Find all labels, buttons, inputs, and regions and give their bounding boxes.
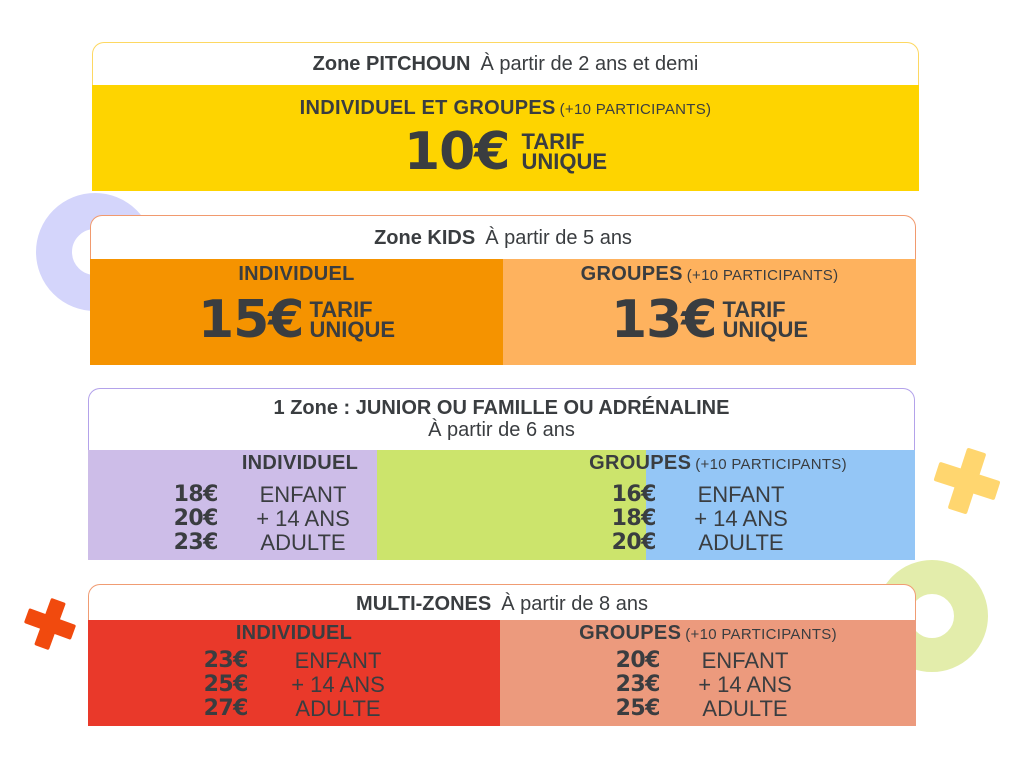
- age-label: ENFANT: [294, 648, 382, 673]
- pricing-title: INDIVIDUEL: [238, 263, 355, 285]
- kids-card: [90, 215, 916, 365]
- junior-card: [88, 388, 915, 560]
- price: 23€: [203, 648, 248, 673]
- pricing-title: INDIVIDUEL ET GROUPES: [299, 97, 556, 119]
- tarif-unique-label: TARIF UNIQUE: [722, 297, 809, 342]
- participants-note: (+10 PARTICIPANTS): [685, 626, 837, 643]
- pricing-title: INDIVIDUEL: [241, 452, 359, 474]
- price: 23€: [173, 530, 218, 555]
- junior-individuel: [88, 452, 508, 555]
- red-plus-icon: [18, 592, 82, 656]
- age-label: ADULTE: [702, 696, 788, 721]
- age-requirement: À partir de 8 ans: [501, 593, 648, 615]
- price: 27€: [203, 696, 248, 721]
- pitchoun-card: [92, 42, 919, 191]
- age-requirement: À partir de 6 ans: [428, 419, 575, 441]
- age-label: ADULTE: [260, 530, 346, 555]
- zone-name: Zone KIDS: [374, 227, 476, 249]
- multi-groupes: [500, 620, 916, 726]
- price: 15€: [197, 290, 304, 350]
- price: 20€: [611, 530, 656, 555]
- pricing-title: INDIVIDUEL: [235, 622, 353, 644]
- age-label: ADULTE: [295, 696, 381, 721]
- kids-groupes: [503, 259, 916, 365]
- pricing-title: GROUPES: [579, 622, 682, 644]
- kids-header: [90, 215, 916, 259]
- age-label: ENFANT: [259, 482, 347, 507]
- age-label: ENFANT: [701, 648, 789, 673]
- price: 13€: [610, 290, 717, 350]
- price: 10€: [403, 122, 510, 182]
- participants-note: (+10 PARTICIPANTS): [686, 267, 839, 284]
- zone-name: MULTI-ZONES: [356, 593, 492, 615]
- price: 25€: [203, 672, 248, 697]
- age-label: + 14 ANS: [698, 672, 792, 697]
- price: 20€: [615, 648, 660, 673]
- tarif-unique-label: TARIF UNIQUE: [521, 129, 608, 174]
- pricing-title: GROUPES: [580, 263, 683, 285]
- price: 20€: [173, 506, 218, 531]
- price: 18€: [611, 506, 656, 531]
- multi-zones-card: [88, 584, 916, 726]
- pricing-title: GROUPES: [589, 452, 692, 474]
- pitchoun-header: [92, 42, 919, 85]
- participants-note: (+10 PARTICIPANTS): [695, 456, 847, 473]
- price: 18€: [173, 482, 218, 507]
- age-label: ENFANT: [697, 482, 785, 507]
- yellow-plus-icon: [927, 441, 1008, 522]
- age-requirement: À partir de 2 ans et demi: [480, 53, 699, 75]
- age-requirement: À partir de 5 ans: [485, 227, 632, 249]
- pitchoun-pricing: [92, 85, 919, 191]
- zone-name: 1 Zone : JUNIOR OU FAMILLE OU ADRÉNALINE: [273, 397, 730, 419]
- junior-groupes: [501, 452, 915, 555]
- junior-header: [88, 388, 915, 450]
- tarif-unique-label: TARIF UNIQUE: [309, 297, 396, 342]
- age-label: + 14 ANS: [694, 506, 788, 531]
- age-label: + 14 ANS: [291, 672, 385, 697]
- participants-note: (+10 PARTICIPANTS): [559, 101, 712, 118]
- age-label: + 14 ANS: [256, 506, 350, 531]
- price: 16€: [611, 482, 656, 507]
- kids-individuel: [90, 259, 503, 365]
- age-label: ADULTE: [698, 530, 784, 555]
- multi-zones-header: [88, 584, 916, 620]
- junior-pricing: [88, 450, 915, 560]
- zone-name: Zone PITCHOUN: [312, 53, 471, 75]
- multi-individuel: [88, 620, 500, 726]
- price: 25€: [615, 696, 660, 721]
- price: 23€: [615, 672, 660, 697]
